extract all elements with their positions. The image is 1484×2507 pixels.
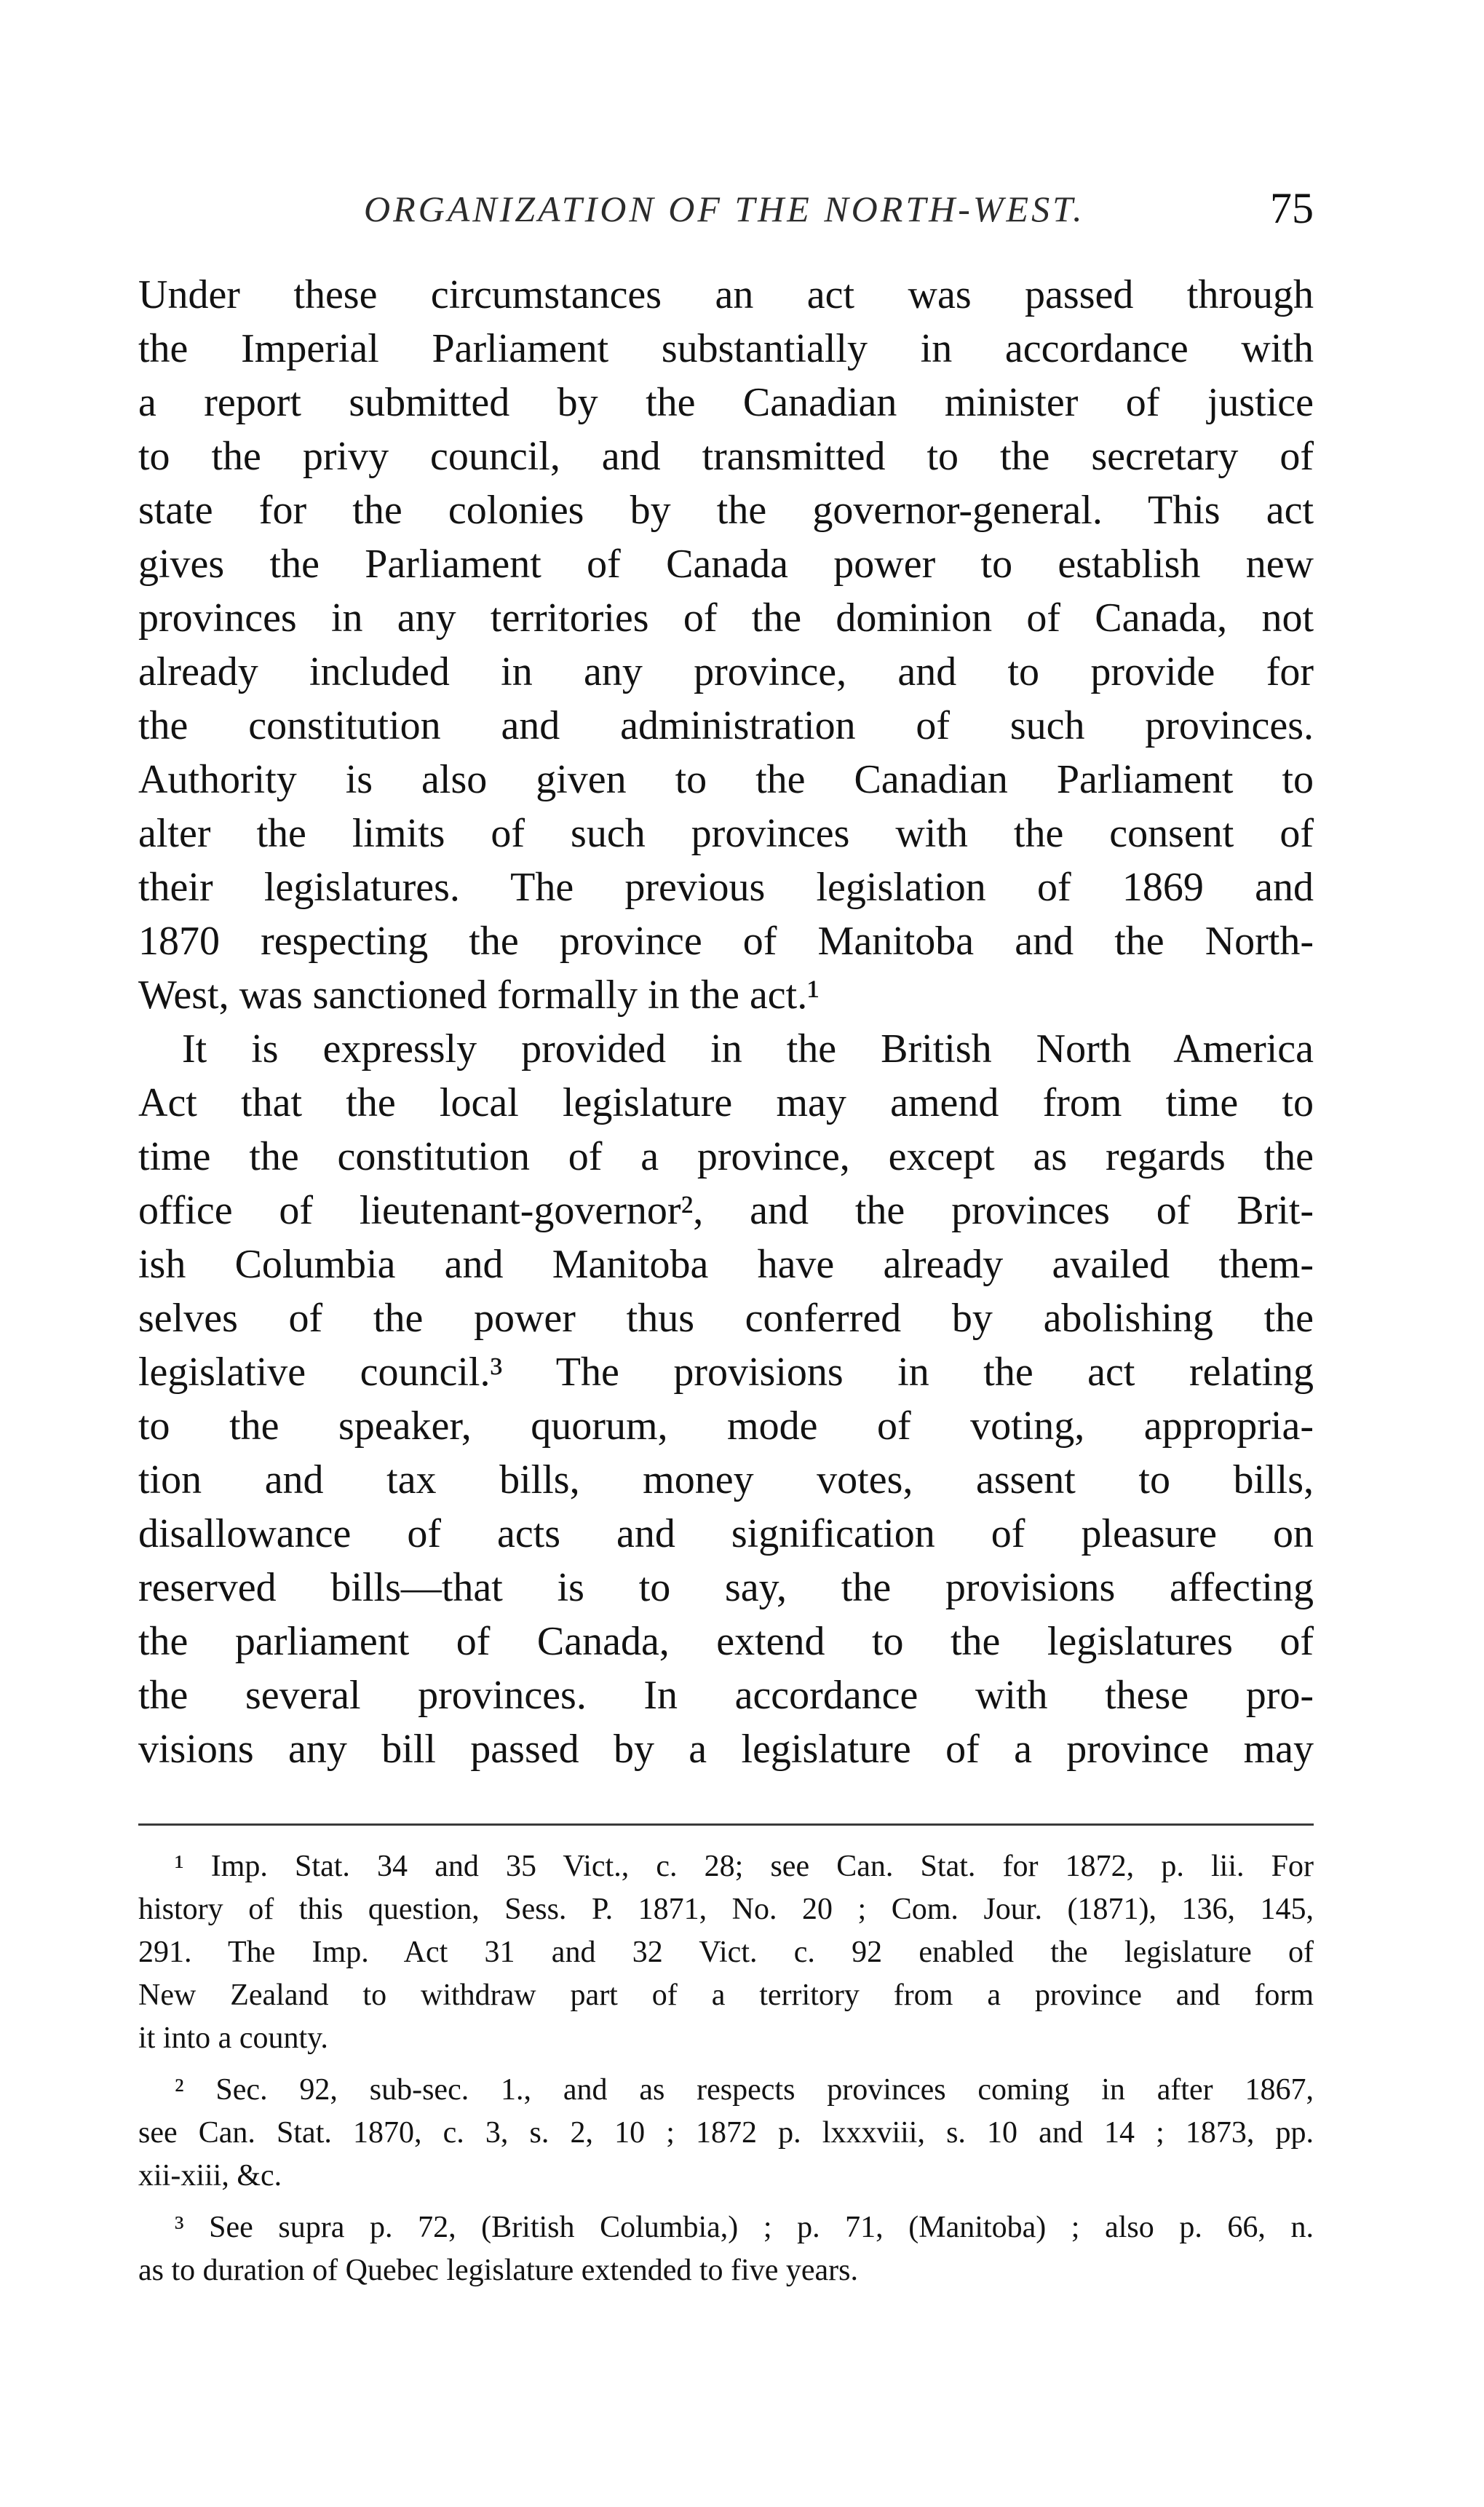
footnote-line: 291. The Imp. Act 31 and 32 Vict. c. 92 enabled the legislature of [138, 1936, 1314, 1969]
page-number: 75 [1270, 184, 1314, 232]
text-line: gives the Parliament of Canada power to establish new [138, 542, 1314, 587]
footnote-3 [138, 2206, 1314, 2292]
footnote-line: New Zealand to withdraw part of a territory from a province and form [138, 1979, 1314, 2012]
footnote-1 [138, 1845, 1314, 2060]
running-title: ORGANIZATION OF THE NORTH-WEST. [364, 189, 1085, 229]
text-line: time the constitution of a province, except as regards the [138, 1134, 1314, 1179]
footnote-divider [138, 1823, 1314, 1826]
text-line: It is expressly provided in the British North America [182, 1026, 1314, 1072]
footnote-line: ¹ Imp. Stat. 34 and 35 Vict., c. 28; see Can. Stat. for 1872, p. lii. For [175, 1850, 1314, 1883]
text-line: Under these circumstances an act was passed through [138, 272, 1314, 317]
text-line: reserved bills—that is to say, the provisions affecting [138, 1565, 1314, 1610]
text-line: their legislatures. The previous legislation of 1869 and [138, 865, 1314, 910]
text-line: state for the colonies by the governor-general. This act [138, 488, 1314, 533]
text-line: Authority is also given to the Canadian Parliament to [138, 757, 1314, 802]
text-line: the constitution and administration of such provinces. [138, 703, 1314, 748]
running-header [138, 184, 1314, 239]
text-line: tion and tax bills, money votes, assent to bills, [138, 1457, 1314, 1502]
footnote-line: ³ See supra p. 72, (British Columbia,) ; p. 71, (Manitoba) ; also p. 66, n. [175, 2211, 1314, 2244]
text-line: Act that the local legislature may amend from time to [138, 1080, 1314, 1125]
text-line: legislative council.³ The provisions in the act relating [138, 1350, 1314, 1395]
footnote-line: as to duration of Quebec legislature extended to five years. [138, 2254, 858, 2287]
text-line: the parliament of Canada, extend to the legislatures of [138, 1619, 1314, 1664]
footnote-2 [138, 2069, 1314, 2198]
footnote-line: see Can. Stat. 1870, c. 3, s. 2, 10 ; 1872 p. lxxxviii, s. 10 and 14 ; 1873, pp. [138, 2116, 1314, 2150]
text-line: ish Columbia and Manitoba have already availed them- [138, 1242, 1314, 1287]
main-text [138, 268, 1314, 1776]
text-line: the Imperial Parliament substantially in accordance with [138, 326, 1314, 371]
text-line: visions any bill passed by a legislature of a province may [138, 1727, 1314, 1772]
text-line: provinces in any territories of the dominion of Canada, not [138, 595, 1314, 641]
footnote-line: it into a county. [138, 2021, 328, 2055]
text-line: disallowance of acts and signification of pleasure on [138, 1511, 1314, 1556]
text-line: 1870 respecting the province of Manitoba and the North- [138, 919, 1314, 964]
text-line: the several provinces. In accordance with these pro- [138, 1673, 1314, 1718]
text-line: to the privy council, and transmitted to the secretary of [138, 434, 1314, 479]
text-line: alter the limits of such provinces with the consent of [138, 811, 1314, 856]
footnote-line: ² Sec. 92, sub-sec. 1., and as respects provinces coming in after 1867, [175, 2073, 1314, 2107]
footnote-line: history of this question, Sess. P. 1871, No. 20 ; Com. Jour. (1871), 136, 145, [138, 1893, 1314, 1926]
text-line: selves of the power thus conferred by abolishing the [138, 1296, 1314, 1341]
text-line: already included in any province, and to provide for [138, 649, 1314, 694]
text-line: a report submitted by the Canadian minister of justice [138, 380, 1314, 425]
footnote-line: xii-xiii, &c. [138, 2159, 282, 2193]
footnotes [138, 1845, 1314, 2292]
text-line: West, was sanctioned formally in the act.¹ [138, 973, 820, 1018]
text-line: to the speaker, quorum, mode of voting, appropria- [138, 1403, 1314, 1449]
text-line: office of lieutenant-governor², and the provinces of Brit- [138, 1188, 1314, 1233]
